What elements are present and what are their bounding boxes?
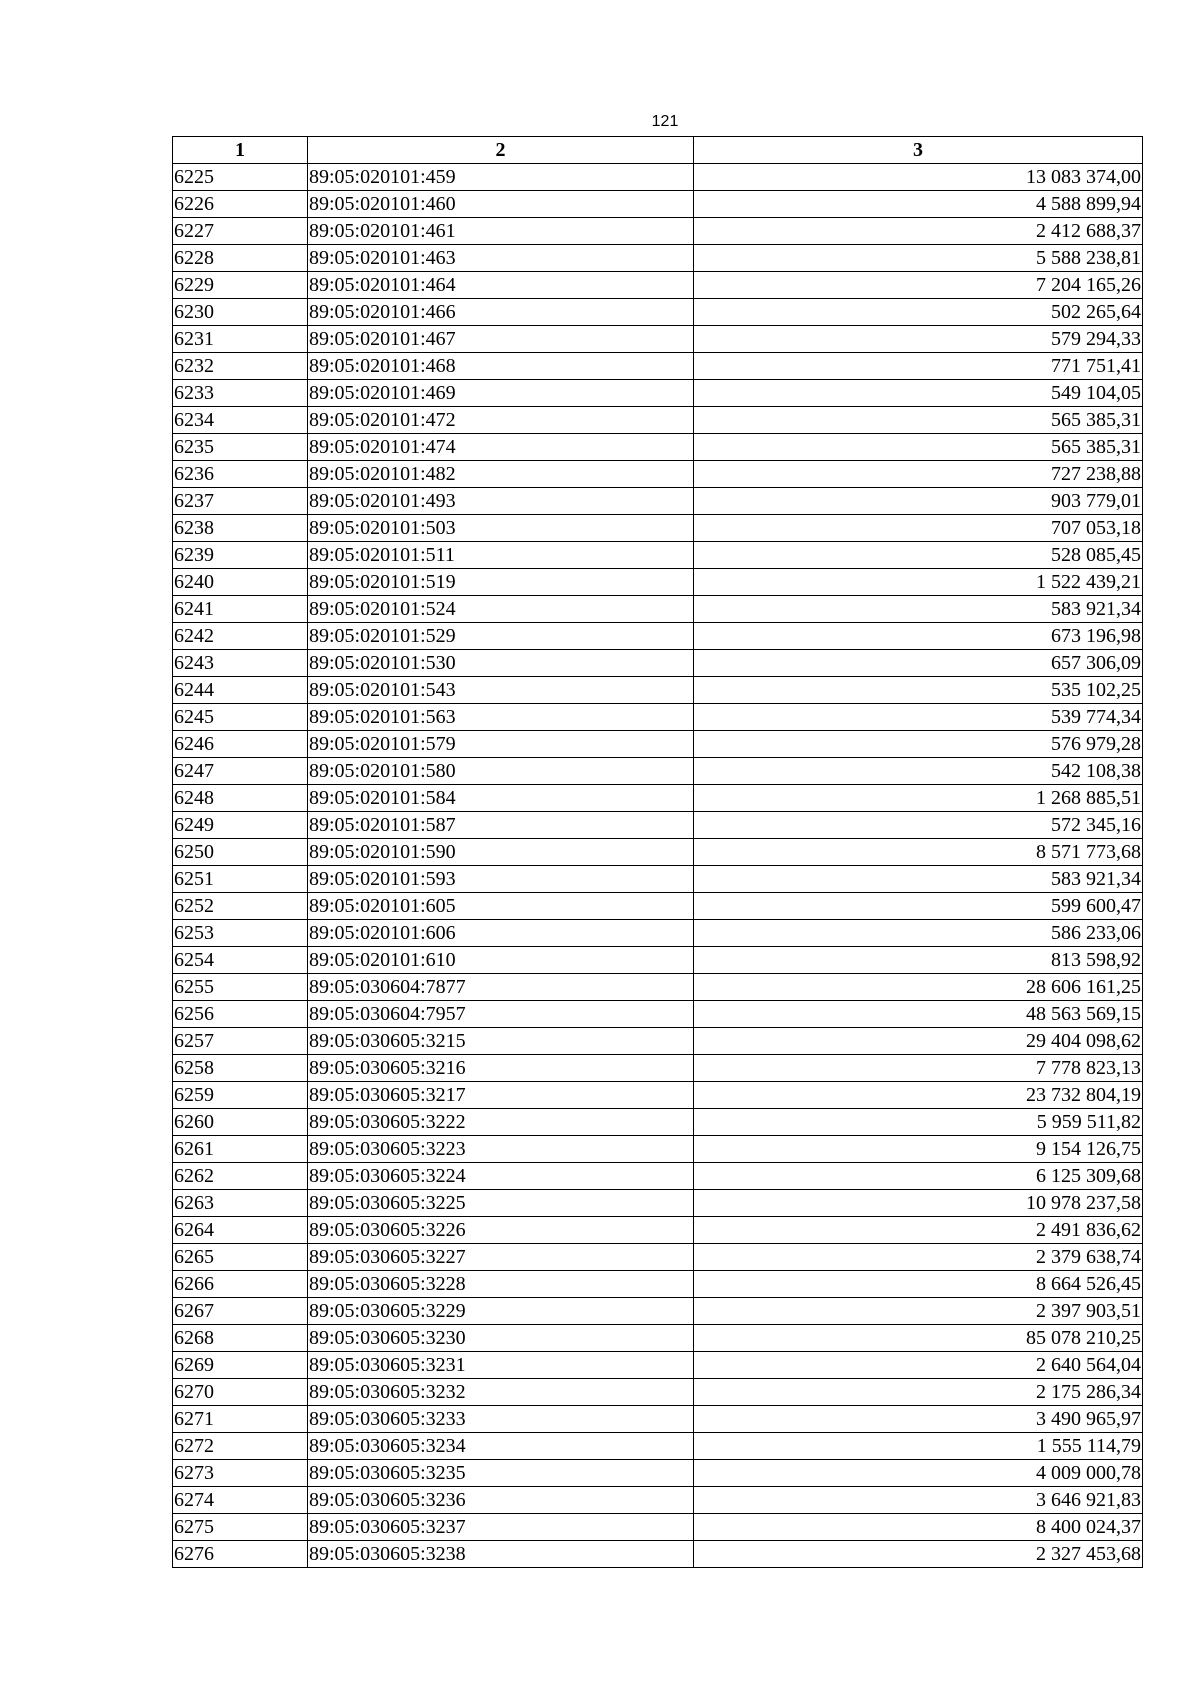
row-number-cell: 6265 (173, 1244, 308, 1271)
table-row (173, 623, 1143, 650)
table-row (173, 650, 1143, 677)
row-number-cell: 6267 (173, 1298, 308, 1325)
table-row (173, 1433, 1143, 1460)
cadastral-number-cell: 89:05:030605:3215 (308, 1028, 694, 1055)
cadastral-number-cell: 89:05:020101:493 (308, 488, 694, 515)
cadastral-number-cell: 89:05:020101:579 (308, 731, 694, 758)
row-number-cell: 6255 (173, 974, 308, 1001)
table-row (173, 1082, 1143, 1109)
cadastral-value-cell: 2 640 564,04 (694, 1352, 1143, 1379)
cadastral-number-cell: 89:05:020101:605 (308, 893, 694, 920)
table-row (173, 542, 1143, 569)
table-row (173, 569, 1143, 596)
cadastral-value-cell: 599 600,47 (694, 893, 1143, 920)
table-row (173, 947, 1143, 974)
row-number-cell: 6273 (173, 1460, 308, 1487)
cadastral-number-cell: 89:05:030605:3231 (308, 1352, 694, 1379)
cadastral-value-cell: 29 404 098,62 (694, 1028, 1143, 1055)
cadastral-value-cell: 771 751,41 (694, 353, 1143, 380)
table-row (173, 1001, 1143, 1028)
row-number-cell: 6276 (173, 1541, 308, 1568)
table-row (173, 1109, 1143, 1136)
cadastral-value-cell: 586 233,06 (694, 920, 1143, 947)
cadastral-value-cell: 28 606 161,25 (694, 974, 1143, 1001)
row-number-cell: 6246 (173, 731, 308, 758)
table-row (173, 1136, 1143, 1163)
table-row (173, 407, 1143, 434)
cadastral-number-cell: 89:05:030605:3216 (308, 1055, 694, 1082)
cadastral-number-cell: 89:05:030605:3237 (308, 1514, 694, 1541)
row-number-cell: 6245 (173, 704, 308, 731)
cadastral-value-cell: 565 385,31 (694, 407, 1143, 434)
table-row (173, 839, 1143, 866)
cadastral-value-cell: 4 588 899,94 (694, 191, 1143, 218)
row-number-cell: 6258 (173, 1055, 308, 1082)
cadastral-value-cell: 528 085,45 (694, 542, 1143, 569)
table-row (173, 704, 1143, 731)
row-number-cell: 6243 (173, 650, 308, 677)
cadastral-number-cell: 89:05:020101:459 (308, 164, 694, 191)
cadastral-number-cell: 89:05:020101:482 (308, 461, 694, 488)
cadastral-number-cell: 89:05:020101:472 (308, 407, 694, 434)
cadastral-number-cell: 89:05:020101:503 (308, 515, 694, 542)
row-number-cell: 6256 (173, 1001, 308, 1028)
cadastral-value-cell: 48 563 569,15 (694, 1001, 1143, 1028)
cadastral-number-cell: 89:05:020101:464 (308, 272, 694, 299)
row-number-cell: 6238 (173, 515, 308, 542)
cadastral-value-cell: 576 979,28 (694, 731, 1143, 758)
row-number-cell: 6264 (173, 1217, 308, 1244)
cadastral-number-cell: 89:05:020101:590 (308, 839, 694, 866)
table-row (173, 1271, 1143, 1298)
table-row (173, 731, 1143, 758)
cadastral-value-cell: 23 732 804,19 (694, 1082, 1143, 1109)
cadastral-number-cell: 89:05:030605:3226 (308, 1217, 694, 1244)
cadastral-value-cell: 8 664 526,45 (694, 1271, 1143, 1298)
row-number-cell: 6242 (173, 623, 308, 650)
cadastral-number-cell: 89:05:030605:3227 (308, 1244, 694, 1271)
row-number-cell: 6248 (173, 785, 308, 812)
row-number-cell: 6240 (173, 569, 308, 596)
row-number-cell: 6226 (173, 191, 308, 218)
table-row (173, 488, 1143, 515)
cadastral-value-cell: 2 412 688,37 (694, 218, 1143, 245)
row-number-cell: 6250 (173, 839, 308, 866)
row-number-cell: 6272 (173, 1433, 308, 1460)
table-row (173, 785, 1143, 812)
cadastral-number-cell: 89:05:020101:468 (308, 353, 694, 380)
cadastral-number-cell: 89:05:030605:3235 (308, 1460, 694, 1487)
cadastral-number-cell: 89:05:030605:3223 (308, 1136, 694, 1163)
row-number-cell: 6229 (173, 272, 308, 299)
cadastral-value-cell: 539 774,34 (694, 704, 1143, 731)
cadastral-value-cell: 2 397 903,51 (694, 1298, 1143, 1325)
table-row (173, 434, 1143, 461)
table-row (173, 677, 1143, 704)
cadastral-number-cell: 89:05:030605:3224 (308, 1163, 694, 1190)
cadastral-value-cell: 7 204 165,26 (694, 272, 1143, 299)
cadastral-number-cell: 89:05:030605:3232 (308, 1379, 694, 1406)
cadastral-number-cell: 89:05:020101:466 (308, 299, 694, 326)
cadastral-value-cell: 502 265,64 (694, 299, 1143, 326)
table-header-row (173, 137, 1143, 164)
cadastral-value-cell: 727 238,88 (694, 461, 1143, 488)
table-row (173, 245, 1143, 272)
cadastral-value-cell: 1 268 885,51 (694, 785, 1143, 812)
table-row (173, 1244, 1143, 1271)
cadastral-number-cell: 89:05:020101:580 (308, 758, 694, 785)
table-row (173, 1163, 1143, 1190)
table-row (173, 218, 1143, 245)
cadastral-number-cell: 89:05:030605:3217 (308, 1082, 694, 1109)
row-number-cell: 6260 (173, 1109, 308, 1136)
cadastral-number-cell: 89:05:030605:3229 (308, 1298, 694, 1325)
table-row (173, 866, 1143, 893)
cadastral-number-cell: 89:05:020101:563 (308, 704, 694, 731)
row-number-cell: 6230 (173, 299, 308, 326)
cadastral-value-cell: 579 294,33 (694, 326, 1143, 353)
row-number-cell: 6251 (173, 866, 308, 893)
row-number-cell: 6225 (173, 164, 308, 191)
table-row (173, 1190, 1143, 1217)
table-row (173, 596, 1143, 623)
cadastral-number-cell: 89:05:030604:7877 (308, 974, 694, 1001)
table-row (173, 758, 1143, 785)
cadastral-value-cell: 535 102,25 (694, 677, 1143, 704)
row-number-cell: 6271 (173, 1406, 308, 1433)
cadastral-number-cell: 89:05:020101:584 (308, 785, 694, 812)
table-body (173, 164, 1143, 1568)
row-number-cell: 6239 (173, 542, 308, 569)
row-number-cell: 6275 (173, 1514, 308, 1541)
row-number-cell: 6257 (173, 1028, 308, 1055)
cadastral-number-cell: 89:05:020101:469 (308, 380, 694, 407)
row-number-cell: 6259 (173, 1082, 308, 1109)
cadastral-value-cell: 6 125 309,68 (694, 1163, 1143, 1190)
cadastral-value-cell: 657 306,09 (694, 650, 1143, 677)
table-row (173, 380, 1143, 407)
table-row (173, 164, 1143, 191)
cadastral-value-cell: 2 379 638,74 (694, 1244, 1143, 1271)
cadastral-number-cell: 89:05:020101:530 (308, 650, 694, 677)
cadastral-value-cell: 673 196,98 (694, 623, 1143, 650)
row-number-cell: 6252 (173, 893, 308, 920)
cadastral-number-cell: 89:05:020101:467 (308, 326, 694, 353)
cadastral-number-cell: 89:05:020101:606 (308, 920, 694, 947)
cadastral-number-cell: 89:05:020101:524 (308, 596, 694, 623)
cadastral-value-cell: 1 522 439,21 (694, 569, 1143, 596)
row-number-cell: 6244 (173, 677, 308, 704)
column-header-1: 1 (173, 137, 308, 164)
table-row (173, 1514, 1143, 1541)
row-number-cell: 6261 (173, 1136, 308, 1163)
row-number-cell: 6269 (173, 1352, 308, 1379)
row-number-cell: 6254 (173, 947, 308, 974)
cadastral-number-cell: 89:05:030605:3230 (308, 1325, 694, 1352)
cadastral-value-cell: 565 385,31 (694, 434, 1143, 461)
table-row (173, 1352, 1143, 1379)
cadastral-number-cell: 89:05:020101:461 (308, 218, 694, 245)
table-row (173, 812, 1143, 839)
cadastral-number-cell: 89:05:030605:3228 (308, 1271, 694, 1298)
cadastral-value-cell: 2 175 286,34 (694, 1379, 1143, 1406)
cadastral-value-cell: 85 078 210,25 (694, 1325, 1143, 1352)
table-row (173, 1298, 1143, 1325)
cadastral-value-cell: 10 978 237,58 (694, 1190, 1143, 1217)
cadastral-value-cell: 9 154 126,75 (694, 1136, 1143, 1163)
cadastral-value-cell: 572 345,16 (694, 812, 1143, 839)
row-number-cell: 6268 (173, 1325, 308, 1352)
row-number-cell: 6227 (173, 218, 308, 245)
row-number-cell: 6270 (173, 1379, 308, 1406)
cadastral-value-cell: 2 327 453,68 (694, 1541, 1143, 1568)
cadastral-number-cell: 89:05:030605:3222 (308, 1109, 694, 1136)
cadastral-number-cell: 89:05:020101:529 (308, 623, 694, 650)
row-number-cell: 6235 (173, 434, 308, 461)
cadastral-number-cell: 89:05:020101:474 (308, 434, 694, 461)
column-header-2: 2 (308, 137, 694, 164)
cadastral-value-cell: 583 921,34 (694, 866, 1143, 893)
row-number-cell: 6249 (173, 812, 308, 839)
row-number-cell: 6236 (173, 461, 308, 488)
cadastral-number-cell: 89:05:030605:3238 (308, 1541, 694, 1568)
cadastral-value-cell: 549 104,05 (694, 380, 1143, 407)
cadastral-value-cell: 3 490 965,97 (694, 1406, 1143, 1433)
cadastral-value-cell: 5 959 511,82 (694, 1109, 1143, 1136)
table-row (173, 1406, 1143, 1433)
cadastral-value-cell: 813 598,92 (694, 947, 1143, 974)
cadastral-number-cell: 89:05:030605:3233 (308, 1406, 694, 1433)
cadastral-value-cell: 8 400 024,37 (694, 1514, 1143, 1541)
row-number-cell: 6274 (173, 1487, 308, 1514)
row-number-cell: 6241 (173, 596, 308, 623)
cadastral-number-cell: 89:05:020101:511 (308, 542, 694, 569)
column-header-3: 3 (694, 137, 1143, 164)
cadastral-number-cell: 89:05:020101:587 (308, 812, 694, 839)
row-number-cell: 6263 (173, 1190, 308, 1217)
row-number-cell: 6232 (173, 353, 308, 380)
row-number-cell: 6253 (173, 920, 308, 947)
cadastral-value-cell: 707 053,18 (694, 515, 1143, 542)
cadastral-value-cell: 583 921,34 (694, 596, 1143, 623)
table-row (173, 353, 1143, 380)
row-number-cell: 6233 (173, 380, 308, 407)
cadastral-value-cell: 7 778 823,13 (694, 1055, 1143, 1082)
table-row (173, 299, 1143, 326)
cadastral-value-table (172, 136, 1143, 1568)
table-row (173, 191, 1143, 218)
cadastral-number-cell: 89:05:030605:3236 (308, 1487, 694, 1514)
table-row (173, 272, 1143, 299)
cadastral-number-cell: 89:05:020101:593 (308, 866, 694, 893)
cadastral-number-cell: 89:05:020101:543 (308, 677, 694, 704)
cadastral-value-cell: 8 571 773,68 (694, 839, 1143, 866)
table-row (173, 1487, 1143, 1514)
table-row (173, 1541, 1143, 1568)
table-row (173, 1325, 1143, 1352)
cadastral-number-cell: 89:05:020101:460 (308, 191, 694, 218)
row-number-cell: 6262 (173, 1163, 308, 1190)
cadastral-number-cell: 89:05:030605:3234 (308, 1433, 694, 1460)
page-number: 121 (651, 113, 679, 130)
table-row (173, 1379, 1143, 1406)
cadastral-number-cell: 89:05:030604:7957 (308, 1001, 694, 1028)
row-number-cell: 6247 (173, 758, 308, 785)
cadastral-value-cell: 1 555 114,79 (694, 1433, 1143, 1460)
cadastral-value-cell: 4 009 000,78 (694, 1460, 1143, 1487)
table-row (173, 461, 1143, 488)
table-row (173, 1055, 1143, 1082)
table-row (173, 1460, 1143, 1487)
cadastral-value-cell: 2 491 836,62 (694, 1217, 1143, 1244)
table-row (173, 974, 1143, 1001)
cadastral-number-cell: 89:05:020101:610 (308, 947, 694, 974)
row-number-cell: 6231 (173, 326, 308, 353)
cadastral-number-cell: 89:05:020101:519 (308, 569, 694, 596)
row-number-cell: 6228 (173, 245, 308, 272)
table-row (173, 920, 1143, 947)
cadastral-value-cell: 13 083 374,00 (694, 164, 1143, 191)
row-number-cell: 6237 (173, 488, 308, 515)
cadastral-value-cell: 903 779,01 (694, 488, 1143, 515)
cadastral-number-cell: 89:05:020101:463 (308, 245, 694, 272)
table-row (173, 893, 1143, 920)
table-row (173, 515, 1143, 542)
table-row (173, 326, 1143, 353)
cadastral-value-cell: 5 588 238,81 (694, 245, 1143, 272)
cadastral-number-cell: 89:05:030605:3225 (308, 1190, 694, 1217)
cadastral-value-cell: 542 108,38 (694, 758, 1143, 785)
cadastral-value-cell: 3 646 921,83 (694, 1487, 1143, 1514)
row-number-cell: 6266 (173, 1271, 308, 1298)
table-row (173, 1028, 1143, 1055)
table-row (173, 1217, 1143, 1244)
row-number-cell: 6234 (173, 407, 308, 434)
